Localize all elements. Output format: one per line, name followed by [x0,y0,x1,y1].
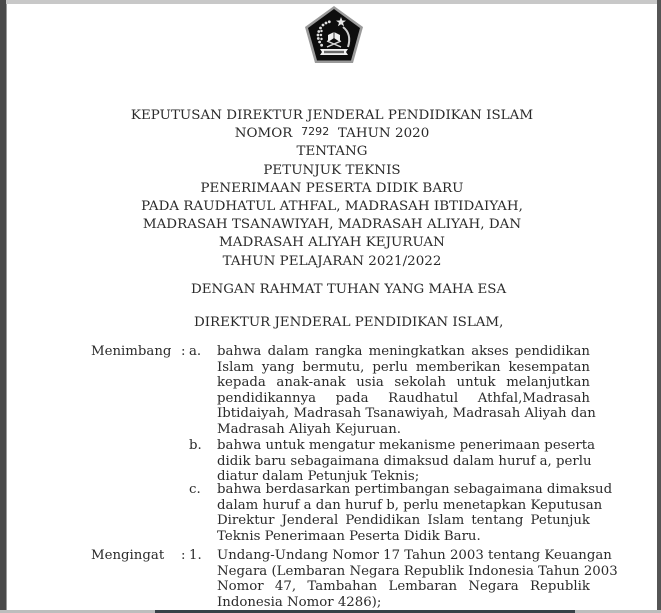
title-line-academic-year: TAHUN PELAJARAN 2021/2022 [222,253,442,269]
decree-number: 7292 [301,125,330,139]
text-line: diatur dalam Petunjuk Teknis; [217,469,420,485]
text-line: Teknis Penerimaan Peserta Didik Baru. [217,528,481,544]
text-line: bahwa berdasarkan pertimbangan sebagaimana dimaksud [217,482,613,497]
text-line: Negara (Lembaran Negara Republik Indonesia Tahun 2003 [217,563,618,579]
text-line: pendidikannya pada Raudhatul Athfal,Madrasah [217,390,590,406]
text-line: bahwa dalam rangka meningkatkan akses pendidikan [217,344,590,359]
item-marker: a. [189,344,202,359]
text-line: Direktur Jenderal Pendidikan Islam tentang Petunjuk [217,513,590,529]
text-line: dalam huruf a dan huruf b, perlu menetapkan Keputusan [217,497,603,513]
invocation: DENGAN RAHMAT TUHAN YANG MAHA ESA [191,282,507,297]
text-line: Madrasah Aliyah Kejuruan. [217,421,401,437]
item-marker: c. [189,482,201,497]
decree-year: TAHUN 2020 [337,126,430,142]
title-line-institutions-3: MADRASAH ALIYAH KEJURUAN [219,235,445,251]
title-line-institutions-1: PADA RAUDHATUL ATHFAL, MADRASAH IBTIDAIYAH, [141,199,523,215]
menimbang-label: Menimbang [91,344,172,359]
mengingat-colon: : [181,548,186,563]
item-text [217,344,596,438]
title-line-petunjuk: PETUNJUK TEKNIS [263,162,401,178]
text-line: Ibtidaiyah, Madrasah Tsanawiyah, Madrasah Aliyah dan [217,406,596,422]
item-text [217,482,613,544]
decree-number-line [0,125,661,143]
nomor-label: NOMOR [234,126,293,142]
decree-title [0,107,661,271]
menimbang-colon: : [181,344,186,359]
text-line: bahwa untuk mengatur mekanisme penerimaan peserta [217,438,596,453]
title-line-tentang: TENTANG [296,144,368,160]
item-text [217,548,618,610]
text-line: didik baru sebagaimana dimaksud dalam huruf a, perlu [217,453,592,469]
title-line-1: KEPUTUSAN DIREKTUR JENDERAL PENDIDIKAN ISLAM [130,108,534,123]
title-line-ppdb: PENERIMAAN PESERTA DIDIK BARU [200,180,464,196]
text-line: Indonesia Nomor 4286); [217,594,382,610]
item-text [217,438,596,485]
document-page [7,4,657,610]
mengingat-label: Mengingat [91,548,165,563]
text-line: kepada anak-anak usia sekolah untuk melanjutkan [217,375,590,391]
kementerian-agama-emblem-icon [303,5,365,65]
text-line: Nomor 47, Tambahan Lembaran Negara Republik [217,579,590,595]
item-marker: b. [189,438,202,453]
authority: DIREKTUR JENDERAL PENDIDIKAN ISLAM, [194,315,504,330]
text-line: Islam yang bermutu, perlu memberikan kesempatan [217,359,590,375]
viewer-right-border [657,0,661,613]
item-marker: 1. [189,548,202,563]
text-line: Undang-Undang Nomor 17 Tahun 2003 tentang Keuangan [217,548,612,563]
title-line-institutions-2: MADRASAH TSANAWIYAH, MADRASAH ALIYAH, DAN [142,217,522,233]
